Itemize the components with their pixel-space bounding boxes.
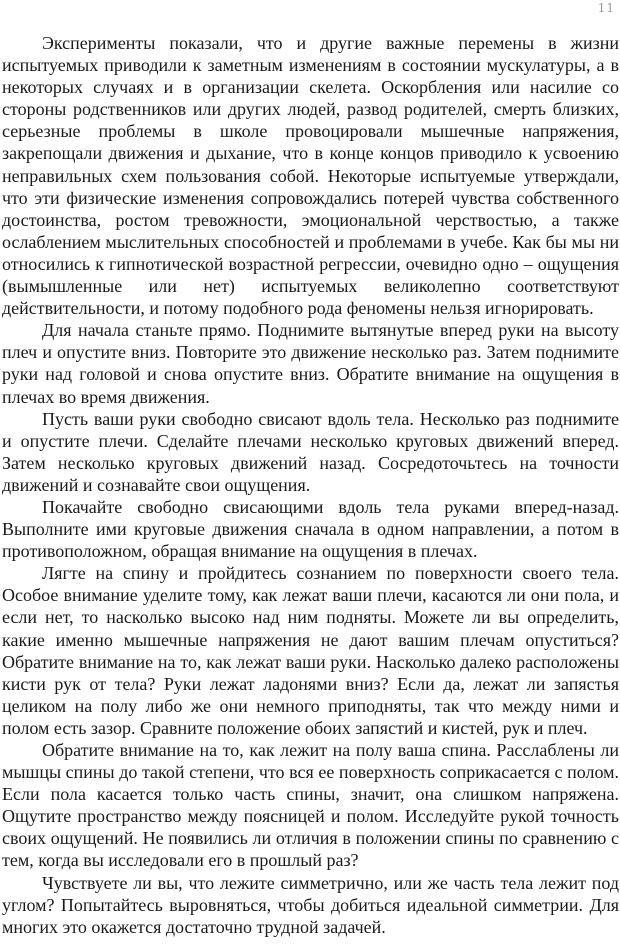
paragraph: Лягте на спину и пройдитесь сознанием по поверхности своего тела. Особое внимание уделите тому, как лежат ваши плечи, касаются ли они пола, и если нет, то насколько высоко над ним подняты. Можете ли вы определить, какие именно мышечные напряжения не дают вашим плечам опуститься? Обратите внимание на то, как лежат ваши руки. Насколько далеко расположены кисти рук от тела? Руки лежат ладонями вниз? Если да, лежат ли запястья целиком на полу либо же они немного приподняты, так что между ними и полом есть зазор. Сравните положение обоих запястий и кистей, рук и плеч.	[2, 563, 619, 738]
paragraph: Для начала станьте прямо. Поднимите вытянутые вперед руки на высоту плеч и опустите вниз. Повторите это движение несколько раз. Затем поднимите руки над головой и снова опустите вниз. Обратите внимание на ощущения в плечах во время движения.	[2, 320, 619, 407]
paragraph: Пусть ваши руки свободно свисают вдоль тела. Несколько раз поднимите и опустите плечи. Сделайте плечами несколько круговых движений вперед. Затем несколько круговых движений назад. Сосредоточьтесь на точности движений и сознавайте свои ощущения.	[2, 408, 619, 495]
paragraph: Эксперименты показали, что и другие важные перемены в жизни испытуемых приводили к заметным изменениям в состоянии мускулатуры, а в некоторых случаях и в организации скелета. Оскорбления или насилие со стороны родственников или других людей, развод родителей, смерть близких, серьезные проблемы в школе провоцировали мышечные напряжения, закрепощали движения и дыхание, что в конце концов приводило к усвоению неправильных схем пользования собой. Некоторые испытуемые утверждали, что эти физические изменения сопровождались потерей чувства собственного достоинства, ростом тревожности, эмоциональной черствостью, а также ослаблением мыслительных способностей и проблемами в учебе. Как бы мы ни относились к гипнотической возрастной регрессии, очевидно одно – ощущения (вымышленные или нет) испытуемых великолепно соответствуют действительности, и потому подобного рода феномены нельзя игнорировать.	[2, 33, 619, 319]
body-text	[2, 32, 619, 938]
paragraph: Обратите внимание на то, как лежит на полу ваша спина. Расслаблены ли мышцы спины до такой степени, что вся ее поверхность соприкасается с полом. Если пола касается только часть спины, значит, она слишком напряжена. Ощутите пространство между поясницей и полом. Исследуйте рукой точность своих ощущений. Не появились ли отличия в положении спины по сравнению с тем, когда вы исследовали его в прошлый раз?	[2, 740, 619, 871]
paragraph: Покачайте свободно свисающими вдоль тела руками вперед-назад. Выполните ими круговые движения сначала в одном направлении, а потом в противоположном, обращая внимание на ощущения в плечах.	[2, 496, 619, 562]
page-number: 11	[597, 1, 615, 15]
paragraph: Чувствуете ли вы, что лежите симметрично, или же часть тела лежит под углом? Попытайтесь выровняться, чтобы добиться идеальной симметрии. Для многих это окажется достаточно трудной задачей.	[2, 872, 619, 937]
